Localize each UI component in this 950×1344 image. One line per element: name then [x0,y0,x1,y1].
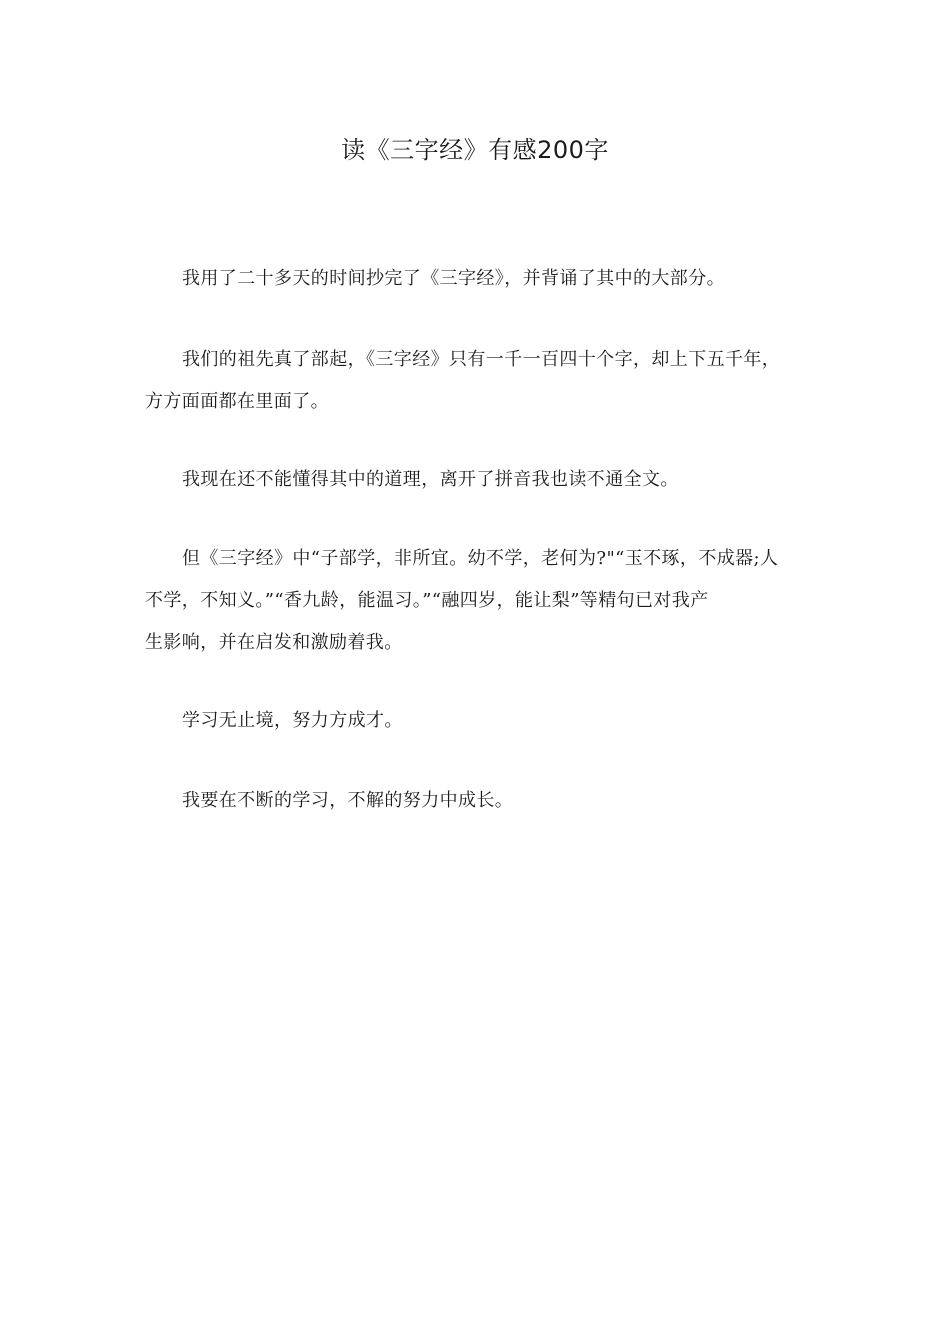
paragraph-6 [145,780,813,822]
paragraph-line: 不学，不知义。”“香九龄，能温习。”“融四岁，能让梨”等精句已对我产 [145,590,709,611]
paragraph-line: 生影响，并在启发和激励着我。 [145,632,403,653]
paragraph-line: 我现在还不能懂得其中的道理，离开了拼音我也读不通全文。 [182,469,679,490]
paragraph-line: 但《三字经》中“子部学，非所宜。幼不学，老何为?"“玉不琢，不成器;人 [182,548,779,569]
paragraph-5 [145,700,813,742]
paragraph-2 [145,339,813,423]
document-title: 读《三字经》有感200字 [341,136,609,164]
paragraph-3 [145,459,813,501]
paragraph-line: 我要在不断的学习，不解的努力中成长。 [182,790,514,811]
paragraph-1 [145,258,813,300]
paragraph-4 [145,538,813,664]
paragraph-line: 方方面面都在里面了。 [145,391,329,412]
paragraph-line: 学习无止境，努力方成才。 [182,710,403,731]
paragraph-line: 我们的祖先真了部起，《三字经》只有一千一百四十个字，却上下五千年， [182,349,781,370]
paragraph-line: 我用了二十多天的时间抄完了《三字经》，并背诵了其中的大部分。 [182,268,725,289]
